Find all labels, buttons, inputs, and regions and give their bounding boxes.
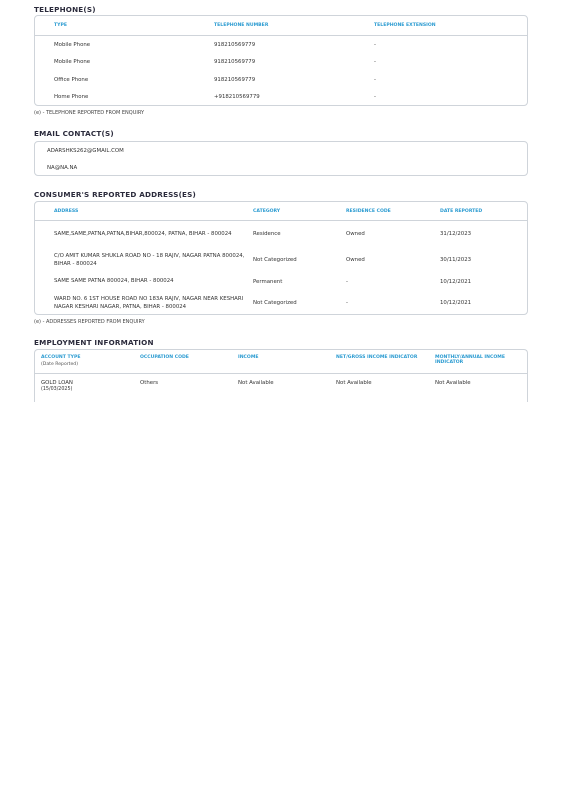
phone-number: 918210569779 bbox=[214, 76, 256, 83]
telephone-table-header bbox=[35, 16, 527, 36]
header-date-reported: DATE REPORTED bbox=[440, 208, 483, 214]
phone-type: Home Phone bbox=[54, 94, 89, 101]
address-category: Permanent bbox=[253, 278, 283, 285]
phone-extension: - bbox=[374, 59, 376, 66]
email-table bbox=[34, 141, 528, 176]
phone-type: Office Phone bbox=[54, 76, 89, 83]
phone-number: 918210569779 bbox=[214, 59, 256, 66]
header-category: CATEGORY bbox=[253, 208, 281, 214]
header-type: TYPE bbox=[54, 23, 67, 28]
header-telephone-extension: TELEPHONE EXTENSION bbox=[374, 23, 436, 28]
income: Not Available bbox=[238, 380, 274, 386]
address-table-header bbox=[35, 202, 527, 221]
employment-table-header bbox=[35, 350, 527, 374]
table-row bbox=[35, 89, 527, 107]
phone-type: Mobile Phone bbox=[54, 59, 91, 66]
table-row bbox=[35, 71, 527, 89]
date-reported: 30/11/2023 bbox=[440, 257, 472, 263]
address-category: Residence bbox=[253, 231, 281, 237]
list-item bbox=[47, 163, 77, 172]
residence-code: - bbox=[346, 278, 348, 285]
header-account-type bbox=[41, 355, 140, 367]
header-address: ADDRESS bbox=[54, 208, 79, 214]
header-residence-code: RESIDENCE CODE bbox=[346, 208, 391, 214]
phone-type: Mobile Phone bbox=[54, 41, 91, 48]
telephone-enquiry-note: (e) - TELEPHONE REPORTED FROM ENQUIRY bbox=[34, 110, 145, 116]
table-row bbox=[35, 221, 527, 247]
residence-code: Owned bbox=[346, 231, 365, 237]
address-category: Not Categorized bbox=[253, 257, 297, 263]
table-row bbox=[35, 290, 527, 315]
date-reported: 31/12/2023 bbox=[440, 231, 472, 237]
date-reported: 10/12/2021 bbox=[440, 299, 472, 306]
header-net-gross-income-indicator: NET/GROSS INCOME INDICATOR bbox=[336, 355, 418, 360]
telephone-table bbox=[34, 15, 528, 106]
address-table bbox=[34, 201, 528, 315]
header-income: INCOME bbox=[238, 355, 259, 360]
telephone-section-title: TELEPHONE(S) bbox=[34, 5, 96, 14]
header-telephone-number: TELEPHONE NUMBER bbox=[214, 23, 269, 28]
email-address: ADARSHKS262@GMAIL.COM bbox=[47, 147, 124, 154]
table-row bbox=[35, 54, 527, 72]
header-date-reported-sub: (Date Reported) bbox=[41, 362, 78, 367]
date-reported: 10/12/2021 bbox=[440, 278, 472, 285]
occupation-code: Others bbox=[140, 380, 159, 386]
address-enquiry-note: (e) - ADDRESSES REPORTED FROM ENQUIRY bbox=[34, 319, 145, 325]
employment-section-title: EMPLOYMENT INFORMATION bbox=[34, 338, 154, 347]
email-section-title: EMAIL CONTACT(S) bbox=[34, 129, 114, 138]
phone-extension: - bbox=[374, 41, 376, 48]
address-text: SAME,SAME,PATNA,PATNA,BIHAR,800024, PATNA, BIHAR - 800024 bbox=[54, 230, 232, 237]
address-section-title: CONSUMER'S REPORTED ADDRESS(ES) bbox=[34, 190, 197, 199]
table-row bbox=[35, 247, 527, 273]
phone-extension: - bbox=[374, 76, 376, 83]
employment-table bbox=[34, 349, 528, 402]
account-type-cell bbox=[41, 380, 140, 392]
phone-extension: - bbox=[374, 94, 376, 101]
address-text: WARD NO. 6 1ST HOUSE ROAD NO 183A RAJIV, NAGAR NEAR KESHARI NAGAR KESHARI NAGAR, PATNA, BIHAR - 800024 bbox=[54, 295, 244, 310]
table-row bbox=[35, 36, 527, 54]
account-type: GOLD LOAN bbox=[41, 380, 73, 386]
monthly-annual-income-indicator: Not Available bbox=[435, 380, 471, 386]
header-account-type-label: ACCOUNT TYPE bbox=[41, 355, 81, 360]
table-row bbox=[35, 273, 527, 290]
address-text: SAME SAME PATNA 800024, BIHAR - 800024 bbox=[54, 278, 174, 285]
phone-number: +918210569779 bbox=[214, 94, 260, 101]
net-gross-income-indicator: Not Available bbox=[336, 380, 372, 386]
email-address: NA@NA.NA bbox=[47, 164, 78, 171]
header-occupation-code: OCCUPATION CODE bbox=[140, 355, 189, 360]
table-row bbox=[35, 374, 527, 398]
residence-code: Owned bbox=[346, 257, 365, 263]
address-category: Not Categorized bbox=[253, 299, 297, 306]
account-date-reported: (15/03/2025) bbox=[41, 387, 73, 392]
address-text: C/O AMIT KUMAR SHUKLA ROAD NO - 18 RAJIV, NAGAR PATNA 800024, BIHAR - 800024 bbox=[54, 252, 245, 267]
header-monthly-annual-income-indicator: MONTHLY/ANNUAL INCOME INDICATOR bbox=[435, 355, 505, 365]
phone-number: 918210569779 bbox=[214, 41, 256, 48]
residence-code: - bbox=[346, 299, 348, 306]
list-item bbox=[47, 146, 124, 155]
